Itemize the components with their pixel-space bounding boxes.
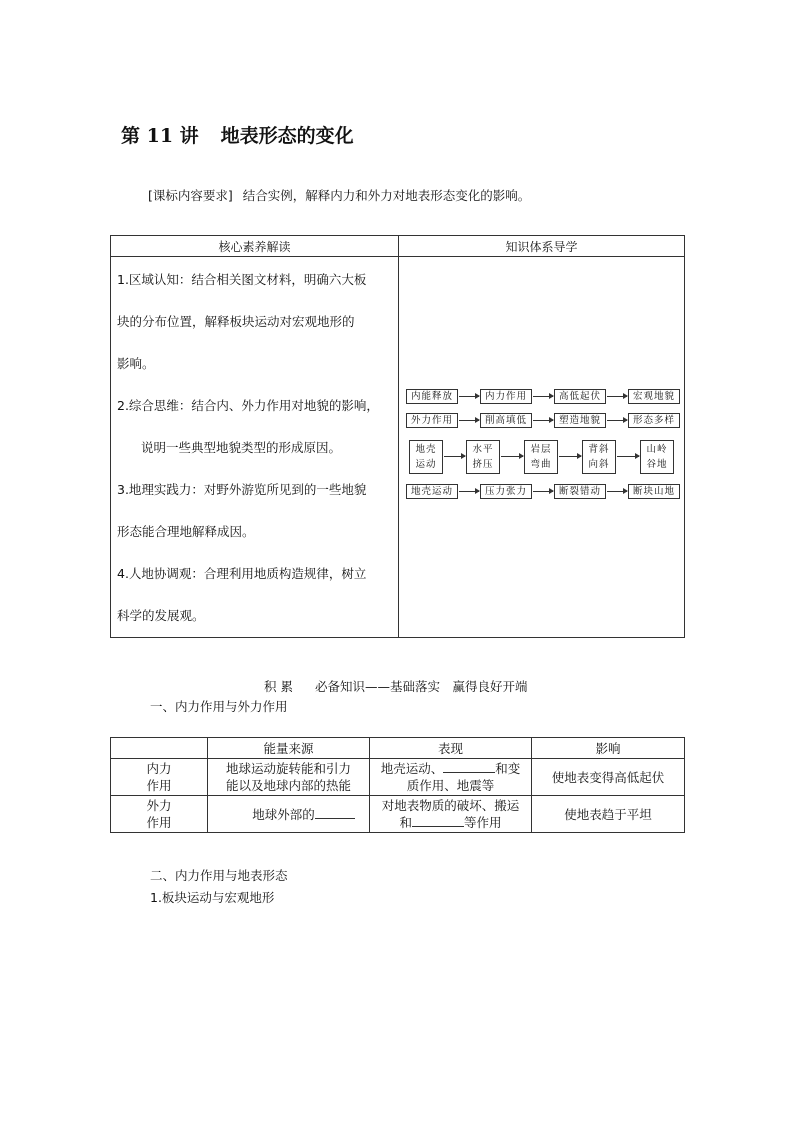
flow-box: 地壳运动: [406, 484, 458, 499]
flow-box: 内能释放: [406, 389, 458, 404]
requirement-tag: [课标内容要求]: [148, 188, 233, 203]
flow-box: 断裂错动: [554, 484, 606, 499]
point-1-line-3: 影响。: [117, 356, 155, 371]
table-row: [111, 796, 685, 833]
point-3-line-2: 形态能合理地解释成因。: [117, 524, 255, 539]
knowledge-flowchart: [399, 257, 684, 631]
flow-box: 形态多样: [628, 413, 680, 428]
flow-box: 塑造地貌: [554, 413, 606, 428]
flow-arrow: [607, 491, 627, 492]
flow-arrow: [617, 456, 639, 457]
flow-arrow: [607, 396, 627, 397]
section-header-left: 积 累: [264, 679, 293, 694]
point-2-line-2: 说明一些典型地貌类型的形成原因。: [141, 440, 342, 455]
flow-arrow: [559, 456, 581, 457]
requirement-text: 结合实例，解释内力和外力对地表形态变化的影响。: [242, 188, 531, 203]
point-2-line-1: 2.综合思维：结合内、外力作用对地貌的影响，: [117, 398, 379, 413]
table-row: [111, 759, 685, 796]
flow-box: 宏观地貌: [628, 389, 680, 404]
subsection-1-heading: 1.板块运动与宏观地形: [150, 890, 275, 905]
flow-arrow: [501, 456, 523, 457]
point-4-line-2: 科学的发展观。: [117, 608, 205, 623]
flow-box: 水平 挤压: [466, 440, 500, 474]
flow-box: 山岭 谷地: [640, 440, 674, 474]
forces-table: [110, 737, 685, 833]
flow-box: 压力张力: [480, 484, 532, 499]
external-force-expression: 对地表物质的破坏、搬运 和 等作用: [370, 796, 532, 833]
lecture-number: 第 11 讲: [121, 125, 199, 147]
flow-arrow: [444, 456, 465, 457]
forces-header-source: 能量来源: [208, 738, 370, 759]
flow-arrow: [533, 491, 553, 492]
flow-arrow: [533, 396, 553, 397]
fill-blank[interactable]: [315, 806, 355, 819]
point-1-line-1: 1.区域认知：结合相关图文材料，明确六大板: [117, 272, 367, 287]
point-3-line-1: 3.地理实践力：对野外游览所见到的一些地貌: [117, 482, 367, 497]
forces-header-expression: 表现: [370, 738, 532, 759]
forces-header-empty: [111, 738, 208, 759]
section-2-heading: 二、内力作用与地表形态: [150, 868, 288, 883]
section-1-heading: 一、内力作用与外力作用: [150, 699, 288, 714]
point-4-line-1: 4.人地协调观：合理利用地质构造规律，树立: [117, 566, 367, 581]
flow-box: 断块山地: [628, 484, 680, 499]
flow-box: 岩层 弯曲: [524, 440, 558, 474]
flow-arrow: [459, 396, 479, 397]
fill-blank[interactable]: [412, 814, 464, 827]
flow-box: 削高填低: [480, 413, 532, 428]
flow-arrow: [459, 420, 479, 421]
core-literacy-cell: [111, 257, 399, 638]
flow-box: 背斜 向斜: [582, 440, 616, 474]
header-knowledge-system: 知识体系导学: [399, 236, 685, 257]
flow-box: 外力作用: [406, 413, 458, 428]
flow-box: 地壳 运动: [409, 440, 443, 474]
section-header-right: 必备知识——基础落实 赢得良好开端: [314, 679, 528, 694]
flow-box: 高低起伏: [554, 389, 606, 404]
internal-force-source: 地球运动旋转能和引力 能以及地球内部的热能: [208, 759, 370, 796]
internal-force-effect: 使地表变得高低起伏: [532, 759, 685, 796]
lecture-topic: 地表形态的变化: [220, 125, 354, 147]
external-force-effect: 使地表趋于平坦: [532, 796, 685, 833]
core-literacy-table: [110, 235, 685, 638]
section-header: [264, 677, 528, 695]
page-title: [121, 121, 354, 148]
internal-force-name: 内力 作用: [111, 759, 208, 796]
flow-arrow: [533, 420, 553, 421]
flow-arrow: [607, 420, 627, 421]
knowledge-system-cell: [399, 257, 685, 638]
forces-header-effect: 影响: [532, 738, 685, 759]
internal-force-expression: 地壳运动、 和变 质作用、地震等: [370, 759, 532, 796]
external-force-name: 外力 作用: [111, 796, 208, 833]
point-1-line-2: 块的分布位置，解释板块运动对宏观地形的: [117, 314, 355, 329]
fill-blank[interactable]: [443, 760, 495, 773]
external-force-source: 地球外部的: [208, 796, 370, 833]
flow-arrow: [459, 491, 479, 492]
curriculum-requirement: [148, 186, 530, 204]
header-core-literacy: 核心素养解读: [111, 236, 399, 257]
flow-box: 内力作用: [480, 389, 532, 404]
